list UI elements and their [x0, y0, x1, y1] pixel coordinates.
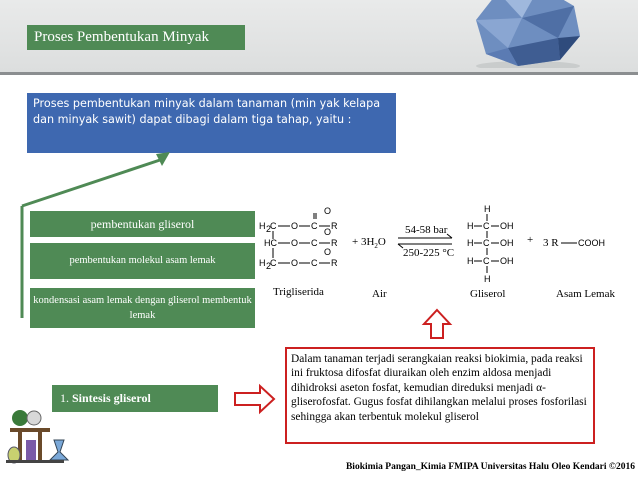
svg-text:H: H [467, 221, 474, 231]
laboratory-clipart-icon [6, 410, 68, 463]
svg-text:H: H [467, 238, 474, 248]
svg-text:HC: HC [264, 238, 277, 248]
water-term: + 3H [352, 236, 375, 248]
svg-text:H: H [467, 256, 474, 266]
sintesis-number: 1. [60, 391, 69, 405]
svg-text:2: 2 [266, 261, 272, 271]
svg-text:+ 3H2O [352, 236, 386, 250]
step-asam-lemak: pembentukan molekul asam lemak [30, 243, 255, 279]
svg-text:H: H [259, 258, 266, 268]
water-subscript: 2 [374, 242, 378, 250]
svg-text:2: 2 [266, 224, 272, 234]
step-gliserol: pembentukan gliserol [30, 211, 255, 237]
water-oxygen: O [377, 236, 386, 248]
explanation-box: Dalam tanaman terjadi serangkaian reaksi biokimia, pada reaksi ini fruktosa difosfat diuraikan oleh enzim aldosa menjadi dihidroksi aseton fosfat, kemudian direduksi menjadi α-gliserofosfat. Gugus fosfat dihilangkan melalui proses fosforilasi sehingga akan terbentuk molekul gliserol [285, 347, 595, 444]
label-gliserol: Gliserol [470, 288, 506, 300]
svg-text:C: C [483, 256, 490, 266]
svg-text:OH: OH [500, 221, 514, 231]
svg-text:H: H [259, 221, 266, 231]
svg-text:C: C [311, 238, 318, 248]
svg-text:R: R [331, 221, 338, 231]
svg-text:R: R [331, 238, 338, 248]
green-arrow-head [156, 152, 170, 166]
condition-pressure: 54-58 bar [405, 224, 448, 236]
svg-text:O: O [324, 206, 332, 216]
svg-text:C: C [270, 258, 277, 268]
glycerol-structure [467, 204, 514, 284]
fatty-acid-r: 3 R [543, 237, 559, 249]
svg-text:C: C [270, 221, 277, 231]
header-divider [0, 72, 638, 75]
svg-text:C: C [483, 238, 490, 248]
svg-text:O: O [324, 227, 332, 237]
svg-text:H: H [484, 274, 491, 284]
svg-text:O: O [324, 247, 332, 257]
label-air: Air [372, 288, 387, 300]
svg-text:H: H [484, 204, 491, 214]
step-kondensasi: kondensasi asam lemak dengan gliserol membentuk lemak [30, 288, 255, 328]
plus-sign: + [527, 234, 534, 246]
red-right-arrow-icon [235, 386, 274, 412]
svg-text:O: O [291, 238, 299, 248]
condition-temperature: 250-225 °C [403, 247, 455, 259]
page-title: Proses Pembentukan Minyak [27, 25, 245, 50]
svg-text:C: C [311, 221, 318, 231]
footer-credit: Biokimia Pangan_Kimia FMIPA Universitas Halu Oleo Kendari ©2016 [345, 462, 635, 472]
intro-text-box: Proses pembentukan minyak dalam tanaman (min yak kelapa dan minyak sawit) dapat dibagi dalam tiga tahap, yaitu : [27, 93, 396, 153]
svg-text:R: R [331, 258, 338, 268]
svg-text:C: C [483, 221, 490, 231]
svg-text:O: O [291, 258, 299, 268]
sintesis-title: Sintesis gliserol [72, 391, 151, 405]
label-asam-lemak: Asam Lemak [556, 288, 615, 300]
svg-text:O: O [291, 221, 299, 231]
svg-text:C: C [311, 258, 318, 268]
label-trigliserida: Trigliserida [273, 286, 324, 298]
svg-text:OH: OH [500, 256, 514, 266]
triglyceride-structure [259, 206, 338, 271]
crumpled-paper-ball-image [448, 0, 598, 68]
fatty-acid-cooh: COOH [578, 238, 605, 248]
sintesis-gliserol-label [52, 385, 218, 412]
svg-text:OH: OH [500, 238, 514, 248]
red-up-arrow-icon [424, 310, 450, 338]
green-diagonal-arrow [22, 160, 160, 206]
